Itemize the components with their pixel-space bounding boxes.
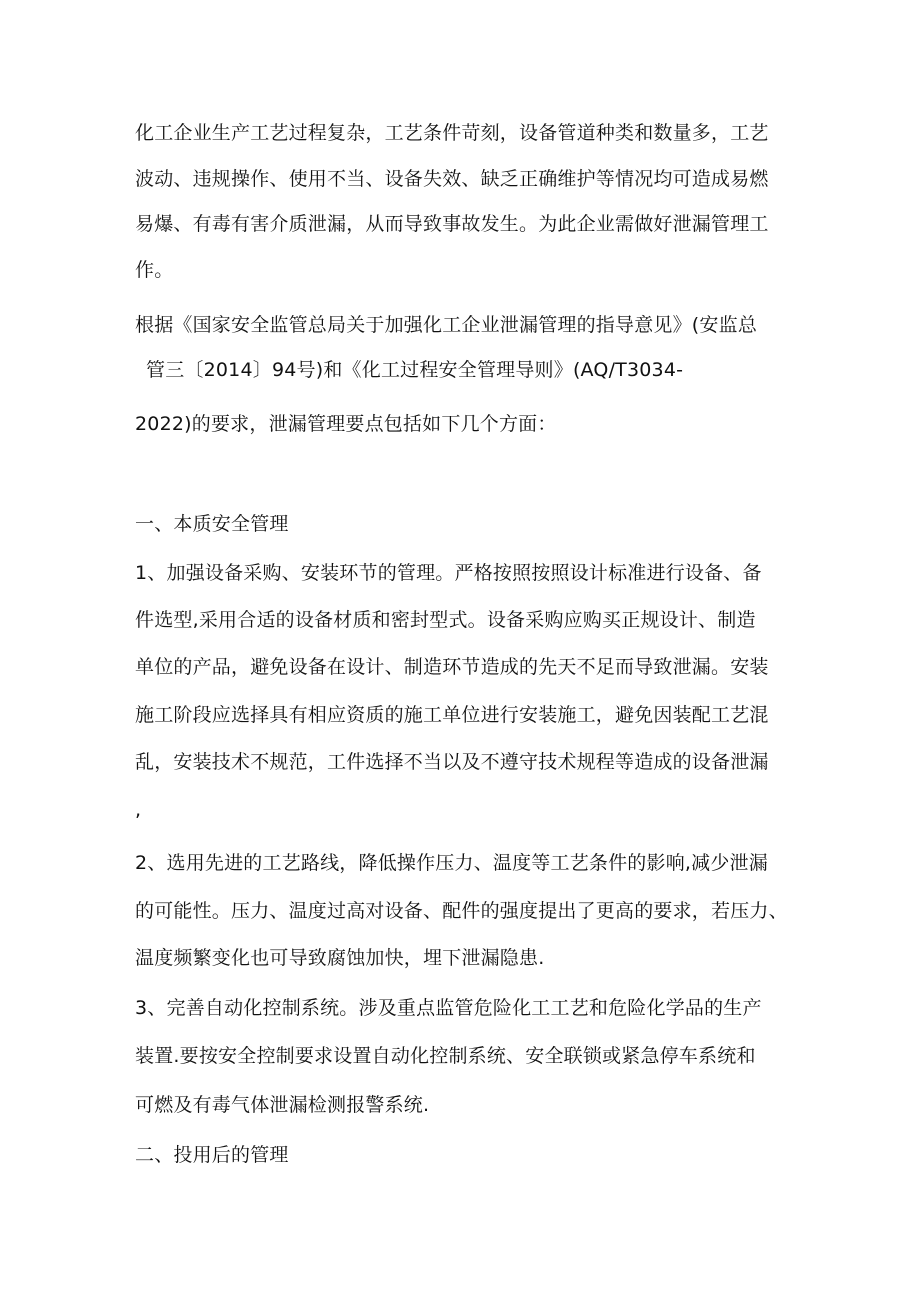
intro-line-1: 化工企业生产工艺过程复杂，工艺条件苛刻，设备管道种类和数量多，工艺 — [135, 122, 769, 144]
item-1-line-5: 乱，安装技术不规范，工件选择不当以及不遵守技术规程等造成的设备泄漏 — [135, 751, 769, 773]
item-1-line-3: 单位的产品，避免设备在设计、制造环节造成的先天不足而导致泄漏。安装 — [135, 656, 769, 678]
intro-line-4: 作。 — [135, 259, 174, 281]
item-1-line-4: 施工阶段应选择具有相应资质的施工单位进行安装施工，避免因装配工艺混 — [135, 704, 769, 726]
item-1-line-1: 1、加强设备采购、安装环节的管理。严格按照按照设计标准进行设备、备 — [135, 562, 762, 584]
basis-line-2: 管三〔2014〕94号)和《化工过程安全管理导则》(AQ/T3034- — [146, 359, 684, 381]
item-1-line-6: , — [135, 799, 142, 821]
item-3-line-3: 可燃及有毒气体泄漏检测报警系统. — [135, 1094, 430, 1116]
basis-line-1: 根据《国家安全监管总局关于加强化工企业泄漏管理的指导意见》(安监总 — [135, 314, 758, 336]
item-3-line-1: 3、完善自动化控制系统。涉及重点监管危险化工工艺和危险化学品的生产 — [135, 997, 762, 1019]
intro-line-3: 易爆、有毒有害介质泄漏，从而导致事故发生。为此企业需做好泄漏管理工 — [135, 213, 769, 235]
item-2-line-3: 温度频繁变化也可导致腐蚀加快，埋下泄漏隐患. — [135, 947, 545, 969]
basis-line-3: 2022)的要求，泄漏管理要点包括如下几个方面： — [135, 413, 557, 435]
item-2-line-1: 2、选用先进的工艺路线，降低操作压力、温度等工艺条件的影响,减少泄漏 — [135, 852, 768, 874]
section-1-heading: 一、本质安全管理 — [135, 513, 289, 535]
item-1-line-2: 件选型,采用合适的设备材质和密封型式。设备采购应购买正规设计、制造 — [135, 609, 756, 631]
item-3-line-2: 装置.要按安全控制要求设置自动化控制系统、安全联锁或紧急停车系统和 — [135, 1045, 756, 1067]
item-2-line-2: 的可能性。压力、温度过高对设备、配件的强度提出了更高的要求，若压力、 — [135, 900, 788, 922]
section-2-heading: 二、投用后的管理 — [135, 1144, 289, 1166]
intro-line-2: 波动、违规操作、使用不当、设备失效、缺乏正确维护等情况均可造成易燃 — [135, 168, 769, 190]
